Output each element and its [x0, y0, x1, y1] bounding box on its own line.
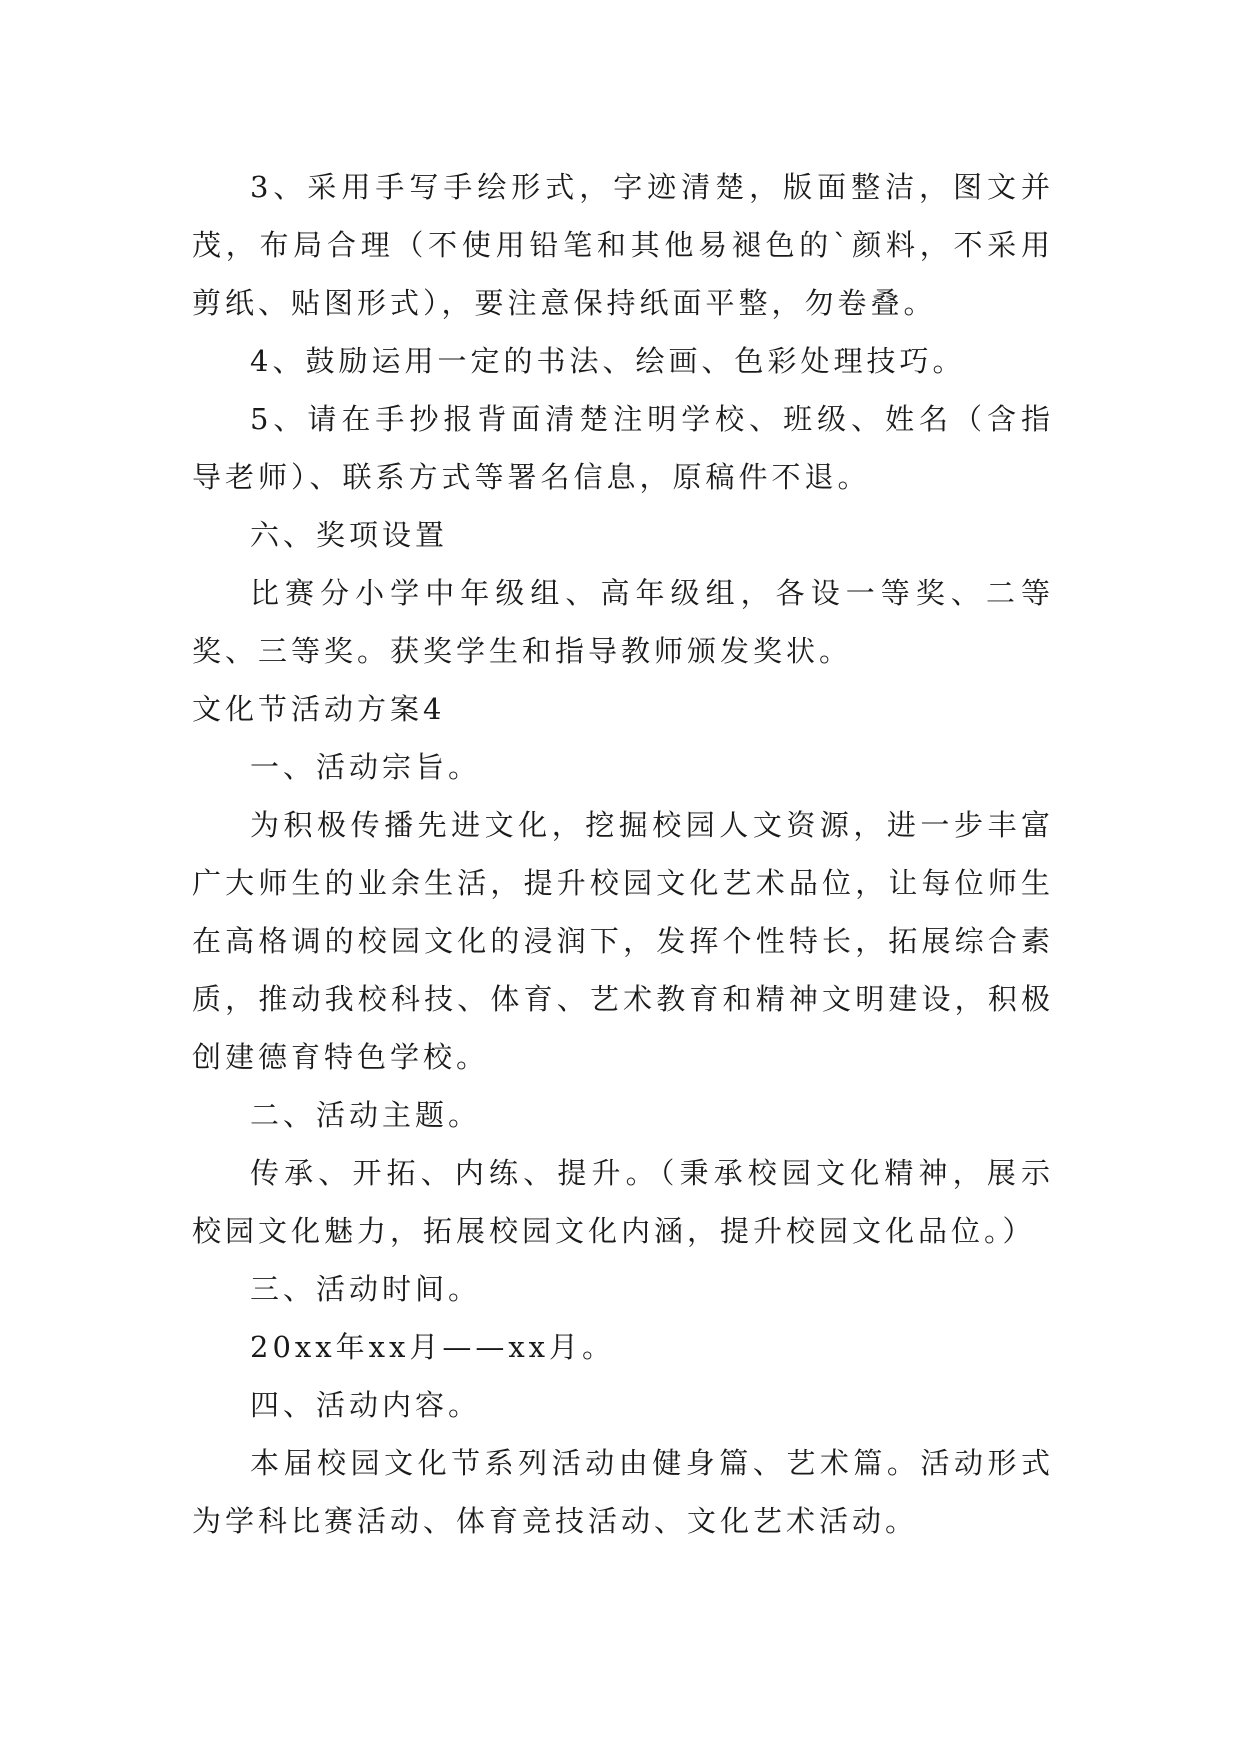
paragraph-item-5: 5、请在手抄报背面清楚注明学校、班级、姓名（含指导老师）、联系方式等署名信息，原稿件不退。 — [192, 402, 1054, 494]
section-heading-time: 三、活动时间。 — [250, 1272, 482, 1306]
section-heading-theme: 二、活动主题。 — [250, 1098, 482, 1132]
paragraph-content: 本届校园文化节系列活动由健身篇、艺术篇。活动形式为学科比赛活动、体育竞技活动、文化艺术活动。 — [192, 1446, 1054, 1538]
paragraph-awards: 比赛分小学中年级组、高年级组，各设一等奖、二等奖、三等奖。获奖学生和指导教师颁发奖状。 — [192, 576, 1054, 668]
section-heading-content: 四、活动内容。 — [250, 1388, 482, 1422]
section-heading-purpose: 一、活动宗旨。 — [250, 750, 482, 784]
paragraph-theme: 传承、开拓、内练、提升。（秉承校园文化精神，展示校园文化魅力，拓展校园文化内涵，提升校园文化品位。） — [192, 1156, 1054, 1248]
section-heading-awards: 六、奖项设置 — [250, 518, 449, 552]
document-body — [192, 158, 1054, 1550]
paragraph-time: 20xx年xx月——xx月。 — [250, 1330, 616, 1364]
document-title: 文化节活动方案4 — [192, 692, 446, 726]
paragraph-item-3: 3、采用手写手绘形式，字迹清楚，版面整洁，图文并茂，布局合理（不使用铅笔和其他易褪色的`颜料，不采用剪纸、贴图形式），要注意保持纸面平整，勿卷叠。 — [192, 170, 1054, 320]
paragraph-item-4: 4、鼓励运用一定的书法、绘画、色彩处理技巧。 — [250, 344, 966, 378]
paragraph-purpose: 为积极传播先进文化，挖掘校园人文资源，进一步丰富广大师生的业余生活，提升校园文化艺术品位，让每位师生在高格调的校园文化的浸润下，发挥个性特长，拓展综合素质，推动我校科技、体育、艺术教育和精神文明建设，积极创建德育特色学校。 — [192, 808, 1054, 1074]
